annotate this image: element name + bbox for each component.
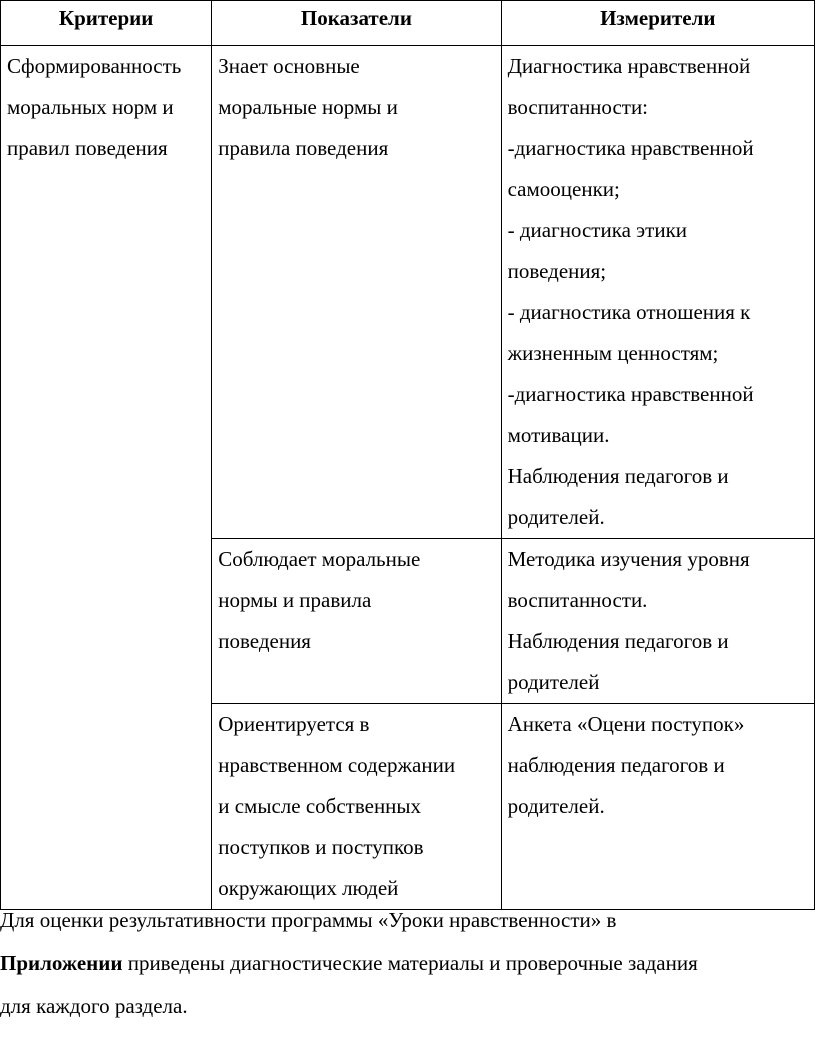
appendix-bold-word: Приложении: [0, 951, 123, 975]
indicator-line: поступков и поступков: [218, 835, 424, 859]
indicator-line: Ориентируется в: [218, 712, 370, 736]
criterion-line: правил поведения: [7, 136, 168, 160]
footer-line: Для оценки результативности программы «Уроки нравственности» в: [0, 908, 617, 932]
criterion-line: моральных норм и: [7, 95, 174, 119]
measure-line: Наблюдения педагогов и: [507, 629, 729, 653]
measure-line: наблюдения педагогов и: [507, 753, 725, 777]
measure-line: Диагностика нравственной: [507, 54, 751, 78]
table-row: [1, 46, 815, 539]
indicator-line: нормы и правила: [218, 588, 372, 612]
measure-line: - диагностика отношения к: [507, 300, 751, 324]
measure-line: поведения;: [507, 259, 607, 283]
criterion-line: Сформированность: [7, 54, 182, 78]
measure-line: Анкета «Оцени поступок»: [507, 712, 745, 736]
measure-line: родителей.: [507, 794, 605, 818]
criterion-cell: [1, 46, 212, 910]
header-criteria: Критерии: [1, 1, 212, 46]
indicator-cell: [212, 704, 501, 910]
table-header-row: [1, 1, 815, 46]
indicator-line: нравственном содержании: [218, 753, 456, 777]
indicator-line: и смысле собственных: [218, 794, 422, 818]
footer-line-rest: приведены диагностические материалы и проверочные задания: [122, 951, 698, 975]
footer-paragraph: [0, 899, 812, 1028]
indicator-line: поведения: [218, 629, 311, 653]
measure-line: родителей: [507, 670, 600, 694]
header-indicators: Показатели: [212, 1, 501, 46]
measure-line: мотивации.: [507, 423, 610, 447]
measure-line: -диагностика нравственной: [507, 382, 754, 406]
indicator-line: моральные нормы и: [218, 95, 398, 119]
indicator-cell: [212, 539, 501, 704]
measure-line: жизненным ценностям;: [507, 341, 719, 365]
indicator-line: Знает основные: [218, 54, 360, 78]
indicator-line: правила поведения: [218, 136, 389, 160]
measure-line: самооценки;: [507, 177, 620, 201]
indicator-cell: [212, 46, 501, 539]
measure-line: родителей.: [507, 505, 605, 529]
measure-line: - диагностика этики: [507, 218, 688, 242]
measure-line: -диагностика нравственной: [507, 136, 754, 160]
indicator-line: Соблюдает моральные: [218, 547, 421, 571]
footer-line: для каждого раздела.: [0, 994, 188, 1018]
measure-line: воспитанности.: [507, 588, 648, 612]
header-measures: Измерители: [501, 1, 814, 46]
measures-cell: [501, 704, 814, 910]
measure-line: Методика изучения уровня: [507, 547, 750, 571]
indicator-line: окружающих людей: [218, 876, 399, 900]
footer-line: [0, 942, 812, 985]
measures-cell: [501, 539, 814, 704]
measures-cell: [501, 46, 814, 539]
measure-line: Наблюдения педагогов и: [507, 464, 729, 488]
measure-line: воспитанности:: [507, 95, 649, 119]
